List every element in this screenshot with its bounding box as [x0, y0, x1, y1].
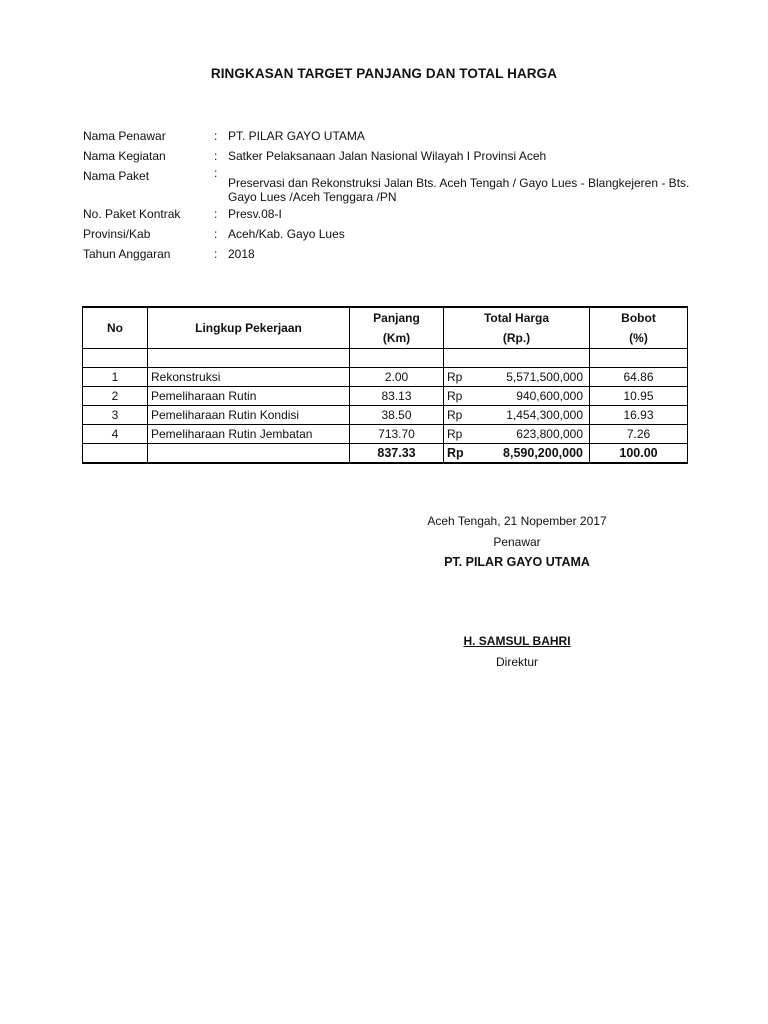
header-bobot: Bobot: [590, 307, 688, 328]
cell-bobot: 64.86: [590, 368, 688, 387]
document-title: RINGKASAN TARGET PANJANG DAN TOTAL HARGA: [210, 66, 558, 81]
cell-lingkup: Pemeliharaan Rutin Kondisi: [148, 406, 350, 425]
header-lingkup-pekerjaan: Lingkup Pekerjaan: [148, 307, 350, 349]
signature-place-date: Aceh Tengah, 21 Nopember 2017: [427, 514, 607, 528]
cell-bobot: 7.26: [590, 425, 688, 444]
table-row: [83, 425, 688, 444]
cell-no: 4: [83, 425, 148, 444]
info-colon: :: [214, 207, 218, 221]
summary-table: [82, 306, 688, 464]
info-label: Tahun Anggaran: [83, 247, 171, 261]
info-label: Nama Kegiatan: [83, 149, 166, 163]
total-empty-cell: [148, 444, 350, 464]
info-colon: :: [214, 227, 218, 241]
cell-currency: Rp: [444, 387, 474, 406]
total-currency: Rp: [444, 444, 474, 464]
signature-position: Direktur: [495, 655, 538, 669]
cell-panjang: 2.00: [350, 368, 444, 387]
cell-currency: Rp: [444, 425, 474, 444]
info-value: Presv.08-I: [228, 207, 282, 221]
table-header-row: [83, 307, 688, 328]
info-value: PT. PILAR GAYO UTAMA: [228, 129, 365, 143]
cell-harga: 623,800,000: [474, 425, 590, 444]
header-panjang: Panjang: [350, 307, 444, 328]
table-total-row: [83, 444, 688, 464]
signature-company: PT. PILAR GAYO UTAMA: [444, 555, 590, 569]
header-total-harga: Total Harga: [444, 307, 590, 328]
cell-lingkup: Pemeliharaan Rutin: [148, 387, 350, 406]
info-value: Aceh/Kab. Gayo Lues: [228, 227, 345, 241]
cell-harga: 5,571,500,000: [474, 368, 590, 387]
info-colon: :: [214, 149, 218, 163]
total-harga: 8,590,200,000: [474, 444, 590, 464]
cell-panjang: 83.13: [350, 387, 444, 406]
info-label: Nama Penawar: [83, 129, 166, 143]
info-value: Satker Pelaksanaan Jalan Nasional Wilayah I Provinsi Aceh: [228, 149, 547, 163]
info-value: 2018: [228, 247, 255, 261]
spacer-cell: [590, 349, 688, 368]
signature-name: H. SAMSUL BAHRI: [463, 634, 571, 648]
cell-no: 2: [83, 387, 148, 406]
total-panjang: 837.33: [350, 444, 444, 464]
cell-panjang: 38.50: [350, 406, 444, 425]
info-label: No. Paket Kontrak: [83, 207, 181, 221]
cell-no: 1: [83, 368, 148, 387]
info-colon: :: [214, 247, 218, 261]
cell-currency: Rp: [444, 406, 474, 425]
total-bobot: 100.00: [590, 444, 688, 464]
spacer-cell: [350, 349, 444, 368]
info-label: Provinsi/Kab: [83, 227, 151, 241]
table-row: [83, 387, 688, 406]
cell-lingkup: Rekonstruksi: [148, 368, 350, 387]
cell-harga: 940,600,000: [474, 387, 590, 406]
table-spacer-row: [83, 349, 688, 368]
header-bobot-unit: (%): [590, 328, 688, 349]
table-row: [83, 406, 688, 425]
cell-lingkup: Pemeliharaan Rutin Jembatan: [148, 425, 350, 444]
info-value: Preservasi dan Rekonstruksi Jalan Bts. Aceh Tengah / Gayo Lues - Blangkejeren - Bts. Gayo Lues /Aceh Tenggara /PN: [228, 176, 690, 204]
info-colon: :: [214, 129, 218, 143]
spacer-cell: [148, 349, 350, 368]
cell-no: 3: [83, 406, 148, 425]
header-total-harga-unit: (Rp.): [444, 328, 590, 349]
header-panjang-unit: (Km): [350, 328, 444, 349]
total-empty-cell: [83, 444, 148, 464]
header-no: No: [83, 307, 148, 349]
spacer-cell: [444, 349, 590, 368]
info-label: Nama Paket: [83, 169, 150, 183]
cell-currency: Rp: [444, 368, 474, 387]
table-row: [83, 368, 688, 387]
cell-harga: 1,454,300,000: [474, 406, 590, 425]
cell-bobot: 16.93: [590, 406, 688, 425]
cell-bobot: 10.95: [590, 387, 688, 406]
cell-panjang: 713.70: [350, 425, 444, 444]
spacer-cell: [83, 349, 148, 368]
info-colon: :: [214, 166, 218, 180]
signature-role: Penawar: [493, 535, 541, 549]
